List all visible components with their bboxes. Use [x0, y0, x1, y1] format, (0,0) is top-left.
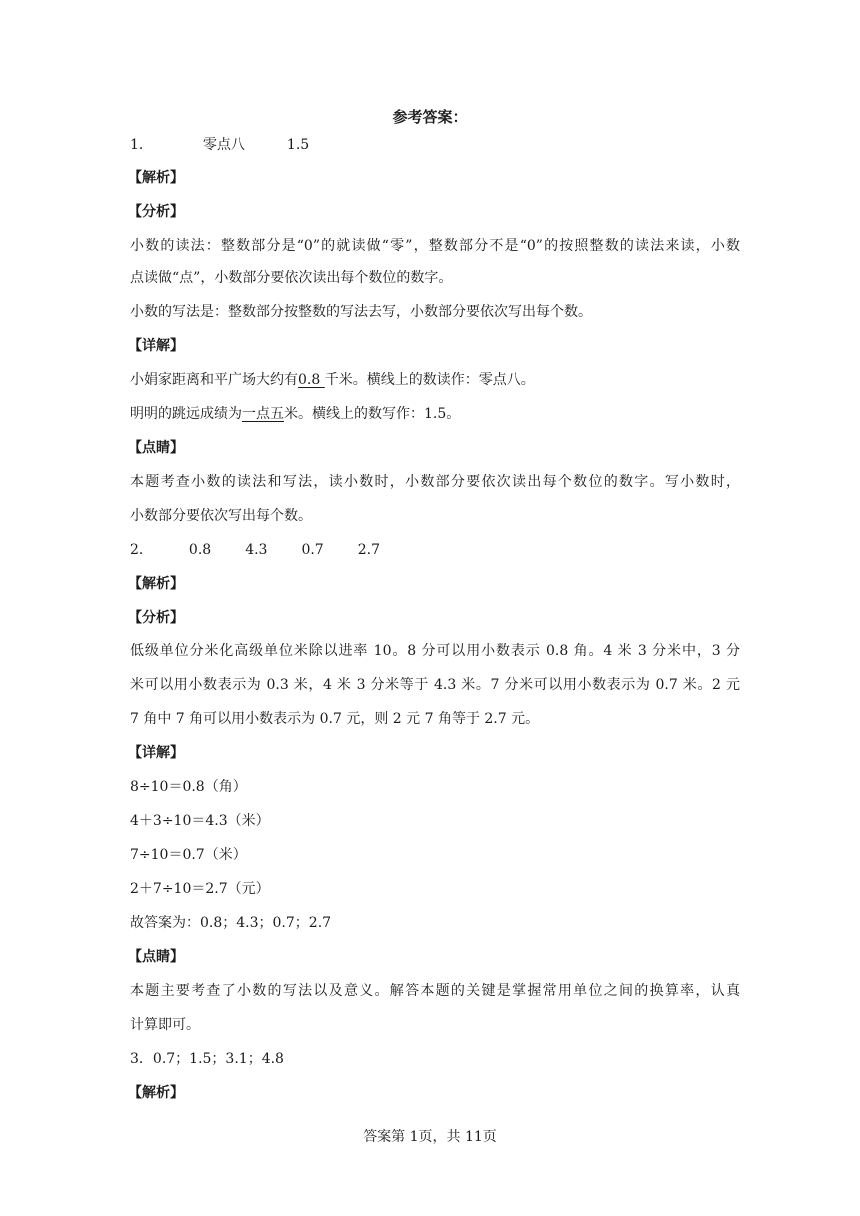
page-footer: 答案第 1页，共 11页 — [363, 1129, 497, 1145]
q2-final-answer: 故答案为：0.8；4.3；0.7；2.7 — [130, 915, 332, 931]
q1-answer-1: 零点八 — [202, 137, 245, 153]
q1-dianjing-line-2: 小数部分要依次写出每个数。 — [130, 508, 312, 524]
q3-answer-line: 3．0.7；1.5；3.1；4.8 — [130, 1051, 284, 1067]
q2-calc-1: 8÷10＝0.8（角） — [130, 779, 247, 795]
q1-detail-1-post: 千米。横线上的数读作：零点八。 — [324, 372, 535, 388]
q1-answer-2: 1.5 — [286, 137, 310, 153]
q2-jiexi-tag: 【解析】 — [128, 576, 184, 592]
q1-detail-2 — [130, 404, 740, 424]
q2-fenxi-line-1: 低级单位分米化高级单位米除以进率 10。8 分可以用小数表示 0.8 角。4 米 3 分米中，3 分 — [130, 643, 740, 659]
q2-fenxi-line-2: 米可以用小数表示为 0.3 米，4 米 3 分米等于 4.3 米。7 分米可以用小数表示为 0.7 米。2 元 — [130, 677, 740, 693]
q1-fenxi-line-2: 点读做“点”，小数部分要依次读出每个数位的数字。 — [130, 270, 453, 286]
q2-dianjing-line-2: 计算即可。 — [130, 1017, 200, 1033]
q2-calc-4: 2＋7÷10＝2.7（元） — [130, 881, 270, 897]
q2-answer-line — [130, 540, 740, 560]
q2-dianjing-line-1: 本题主要考查了小数的写法以及意义。解答本题的关键是掌握常用单位之间的换算率，认真 — [130, 983, 740, 999]
q2-answer-1: 0.8 — [188, 542, 212, 558]
q1-fenxi-line-3: 小数的写法是：整数部分按整数的写法去写，小数部分要依次写出每个数。 — [130, 304, 592, 320]
q2-dianjing-tag: 【点睛】 — [128, 949, 184, 965]
q2-answer-3: 0.7 — [301, 542, 324, 558]
q1-fenxi-tag: 【分析】 — [128, 204, 184, 220]
q1-jiexi-tag: 【解析】 — [128, 170, 184, 186]
q1-detail-1 — [130, 370, 740, 390]
q1-detail-1-pre: 小娟家距离和平广场大约有 — [130, 372, 298, 388]
q1-fenxi-line-1: 小数的读法：整数部分是“0”的就读做“零”，整数部分不是“0”的按照整数的读法来读，小数 — [130, 238, 740, 254]
q2-fenxi-line-3: 7 角中 7 角可以用小数表示为 0.7 元，则 2 元 7 角等于 2.7 元。 — [130, 711, 540, 727]
q2-fenxi-tag: 【分析】 — [128, 610, 184, 626]
q2-answer-2: 4.3 — [245, 542, 268, 558]
q2-calc-2: 4＋3÷10＝4.3（米） — [130, 813, 270, 829]
q2-answer-4: 2.7 — [357, 542, 380, 558]
q2-xiangjie-tag: 【详解】 — [128, 745, 184, 761]
q1-answer-line — [130, 135, 740, 155]
q1-dianjing-line-1: 本题考查小数的读法和写法，读小数时，小数部分要依次读出每个数位的数字。写小数时， — [130, 474, 740, 490]
page-title: 参考答案： — [392, 108, 468, 126]
q1-detail-2-underlined: 一点五 — [242, 406, 284, 422]
q1-detail-2-pre: 明明的跳远成绩为 — [130, 406, 242, 422]
q1-xiangjie-tag: 【详解】 — [128, 338, 184, 354]
q2-number: 2． — [130, 542, 153, 558]
q1-detail-2-post: 米。横线上的数写作：1.5。 — [284, 406, 461, 422]
q1-number: 1． — [130, 137, 153, 153]
q2-calc-3: 7÷10＝0.7（米） — [130, 847, 247, 863]
q1-detail-1-underlined: 0.8 — [298, 372, 325, 388]
q1-dianjing-tag: 【点睛】 — [128, 440, 184, 456]
q3-jiexi-tag: 【解析】 — [128, 1085, 184, 1101]
